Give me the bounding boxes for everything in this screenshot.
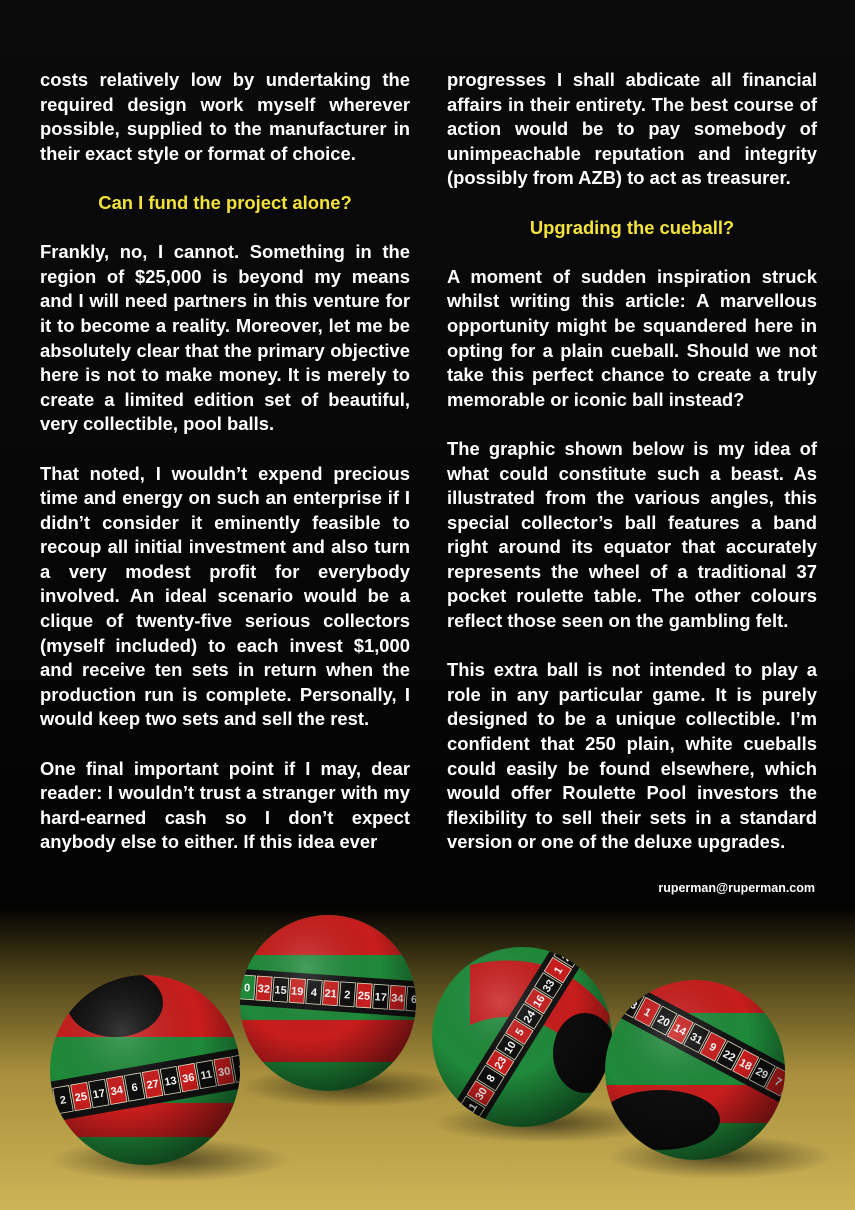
left-paragraph-2: Frankly, no, I cannot. Something in the region of $25,000 is beyond my means and I will need partners in this venture for it to become a reality. Moreover, let me be absolutely clear that the primary objective here is not to make money. It is merely to create a limited edition set of beautiful, very collectible, pool balls. xyxy=(40,241,410,435)
right-heading: Upgrading the cueball? xyxy=(529,216,735,238)
left-heading: Can I fund the project alone? xyxy=(98,191,352,213)
author-email[interactable]: ruperman@ruperman.com xyxy=(658,881,815,895)
left-column xyxy=(40,68,410,855)
roulette-balls-illustration xyxy=(0,905,855,1210)
right-paragraph-4: This extra ball is not intended to play a role in any particular game. It is purely designed to be a unique collectible. I’m confident that 250 plain, white cueballs could easily be found elsewhere, which would offer Roulette Pool investors the flexibility to sell their sets in a standard version or one of the deluxe upgrades. xyxy=(447,659,817,853)
left-paragraph-4: One final important point if I may, dear reader: I wouldn’t trust a stranger with my hard-earned cash so I don’t expect anybody else to either. If this idea ever xyxy=(40,757,410,853)
right-column xyxy=(447,68,817,855)
right-paragraph-1: progresses I shall abdicate all financial affairs in their entirety. The best course of action would be to pay somebody of unimpeachable reputation and integrity (possibly from AZB) to act as treasurer. xyxy=(447,69,817,189)
left-paragraph-1: costs relatively low by undertaking the required design work myself wherever possible, supplied to the manufacturer in their exact style or format of choice. xyxy=(40,69,410,164)
left-paragraph-3: That noted, I wouldn’t expend precious time and energy on such an enterprise if I didn’t consider it eminently feasible to recoup all initial investment and also turn a very modest profit for everybody involved. An ideal scenario would be a clique of twenty-five serious collectors (myself included) to each invest $1,000 and receive ten sets in return when the production run is complete. Personally, I would keep two sets and sell the rest. xyxy=(40,462,410,730)
right-paragraph-3: The graphic shown below is my idea of what could constitute such a beast. As illustrated from the various angles, this special collector’s ball features a band right around its equator that accurately represents the wheel of a traditional 37 pocket roulette table. The other colours reflect those seen on the gambling felt. xyxy=(447,437,817,632)
right-paragraph-2: A moment of sudden inspiration struck whilst writing this article: A marvellous opportunity might be squandered here in opting for a plain cueball. Should we not take this perfect chance to create a truly memorable or iconic ball instead? xyxy=(447,265,817,410)
